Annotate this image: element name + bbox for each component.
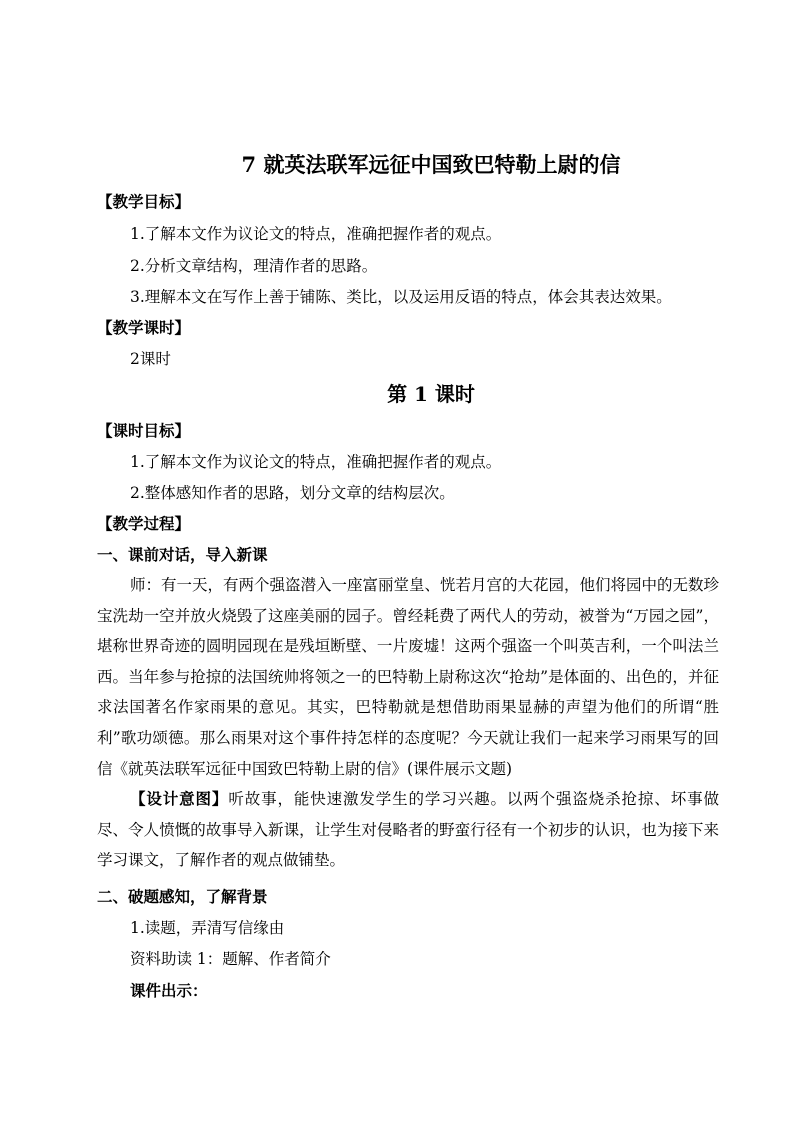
design-intent-text: 听故事，能快速激发学生的学习兴趣。以两个强盗烧杀抢掠、坏事做尽、令人愤慨的故事导入新课，让学生对侵略者的野蛮行径有一个初步的认识，也为接下来学习课文，了解作者的观点做铺垫。 bbox=[97, 790, 719, 870]
document-title: 7 就英法联军远征中国致巴特勒上尉的信 bbox=[241, 152, 621, 177]
goal-item-2: 2.分析文章结构，理清作者的思路。 bbox=[130, 257, 378, 275]
step2-heading: 二、破题感知，了解背景 bbox=[97, 887, 268, 906]
goals-heading: 【教学目标】 bbox=[97, 192, 191, 211]
process-heading: 【教学过程】 bbox=[97, 514, 191, 533]
design-intent-paragraph bbox=[97, 784, 719, 876]
lesson-goal-item-1: 1.了解本文作为议论文的特点，准确把握作者的观点。 bbox=[130, 453, 502, 471]
goal-item-1: 1.了解本文作为议论文的特点，准确把握作者的观点。 bbox=[130, 225, 502, 243]
lesson-title: 第 1 课时 bbox=[387, 382, 475, 406]
hours-heading: 【教学课时】 bbox=[97, 318, 191, 337]
lesson-goal-item-2: 2.整体感知作者的思路，划分文章的结构层次。 bbox=[130, 484, 455, 502]
goal-item-3: 3.理解本文在写作上善于铺陈、类比，以及运用反语的特点，体会其表达效果。 bbox=[130, 288, 672, 306]
step2-item-2: 资料助读 1：题解、作者简介 bbox=[130, 950, 331, 968]
step1-heading: 一、课前对话，导入新课 bbox=[97, 545, 268, 564]
step1-paragraph: 师：有一天，有两个强盗潜入一座富丽堂皇、恍若月宫的大花园，他们将园中的无数珍宝洗劫一空并放火烧毁了这座美丽的园子。曾经耗费了两代人的劳动，被誉为“万园之园”，堪称世界奇迹的圆明园现在是残垣断壁、一片废墟！这两个强盗一个叫英吉利，一个叫法兰西。当年参与抢掠的法国统帅将领之一的巴特勒上尉称这次“抢劫”是体面的、出色的，并征求法国著名作家雨果的意见。其实，巴特勒就是想借助雨果显赫的声望为他们的所谓“胜利”歌功颂德。那么雨果对这个事件持怎样的态度呢？今天就让我们一起来学习雨果写的回信《就英法联军远征中国致巴特勒上尉的信》(课件展示文题) bbox=[97, 576, 720, 778]
lesson-goals-heading: 【课时目标】 bbox=[97, 421, 191, 440]
step2-item-3: 课件出示： bbox=[130, 981, 208, 1000]
design-intent-label: 【设计意图】 bbox=[130, 789, 229, 808]
step2-item-1: 1.读题，弄清写信缘由 bbox=[130, 919, 285, 937]
hours-value: 2课时 bbox=[130, 350, 171, 368]
